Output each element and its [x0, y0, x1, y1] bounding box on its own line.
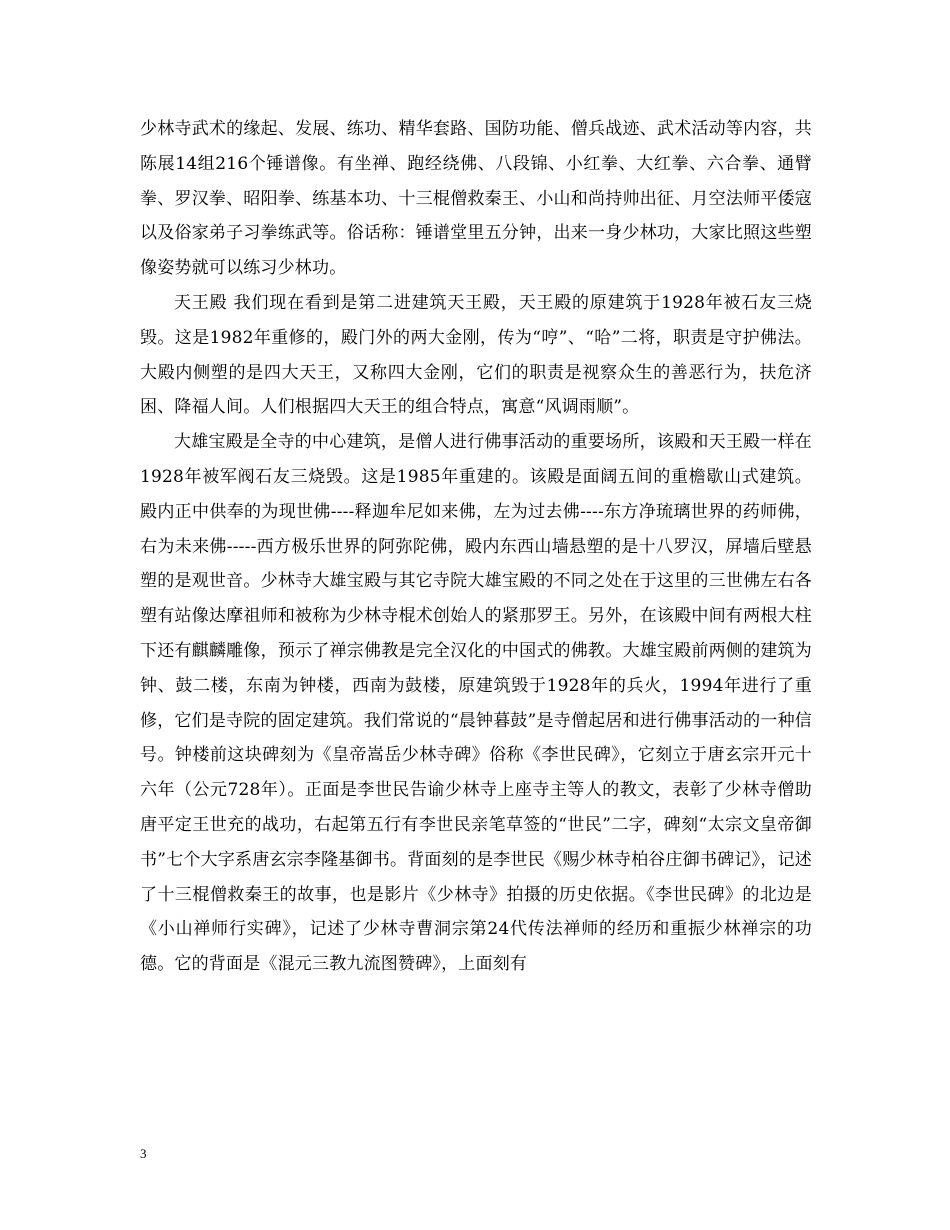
- paragraph-tianwang-hall: 天王殿 我们现在看到是第二进建筑天王殿，天王殿的原建筑于1928年被石友三烧毁。这是1982年重修的，殿门外的两大金刚，传为“哼”、“哈”二将，职责是守护佛法。大殿内侧塑的是四大天王，又称四大金刚，它们的职责是视察众生的善恶行为，扶危济困、降福人间。人们根据四大天王的组合特点，寓意“风调雨顺”。: [140, 292, 812, 418]
- page-number: 3: [140, 1146, 147, 1161]
- paragraph-wushu-museum: 少林寺武术的缘起、发展、练功、精华套路、国防功能、僧兵战迹、武术活动等内容，共陈展14组216个锤谱像。有坐禅、跑经绕佛、八段锦、小红拳、大红拳、六合拳、通臂拳、罗汉拳、昭阳拳、练基本功、十三棍僧救秦王、小山和尚持帅出征、月空法师平倭寇以及俗家弟子习拳练武等。俗话称：锤谱堂里五分钟，出来一身少林功，大家比照这些塑像姿势就可以练习少林功。: [140, 119, 812, 279]
- document-body: [140, 112, 812, 982]
- paragraph-daxiong-hall: 大雄宝殿是全寺的中心建筑，是僧人进行佛事活动的重要场所，该殿和天王殿一样在1928年被军阀石友三烧毁。这是1985年重建的。该殿是面阔五间的重檐歇山式建筑。殿内正中供奉的为现世佛----释迦牟尼如来佛，左为过去佛----东方净琉璃世界的药师佛，右为未来佛-----西方极乐世界的阿弥陀佛，殿内东西山墙悬塑的是十八罗汉，屏墙后壁悬塑的是观世音。少林寺大雄宝殿与其它寺院大雄宝殿的不同之处在于这里的三世佛左右各塑有站像达摩祖师和被称为少林寺棍术创始人的紧那罗王。另外，在该殿中间有两根大柱下还有麒麟雕像，预示了禅宗佛教是完全汉化的中国式的佛教。大雄宝殿前两侧的建筑为钟、鼓二楼，东南为钟楼，西南为鼓楼，原建筑毁于1928年的兵火，1994年进行了重修，它们是寺院的固定建筑。我们常说的“晨钟暮鼓”是寺僧起居和进行佛事活动的一种信号。钟楼前这块碑刻为《皇帝嵩岳少林寺碑》俗称《李世民碑》，它刻立于唐玄宗开元十六年（公元728年）。正面是李世民告谕少林寺上座寺主等人的教文，表彰了少林寺僧助唐平定王世充的战功，右起第五行有李世民亲笔草签的“世民”二字，碑刻“太宗文皇帝御书”七个大字系唐玄宗李隆基御书。背面刻的是李世民《赐少林寺柏谷庄御书碑记》，记述了十三棍僧救秦王的故事，也是影片《少林寺》拍摄的历史依据。《李世民碑》的北边是《小山禅师行实碑》，记述了少林寺曹洞宗第24代传法禅师的经历和重振少林禅宗的功德。它的背面是《混元三教九流图赞碑》，上面刻有: [140, 432, 812, 975]
